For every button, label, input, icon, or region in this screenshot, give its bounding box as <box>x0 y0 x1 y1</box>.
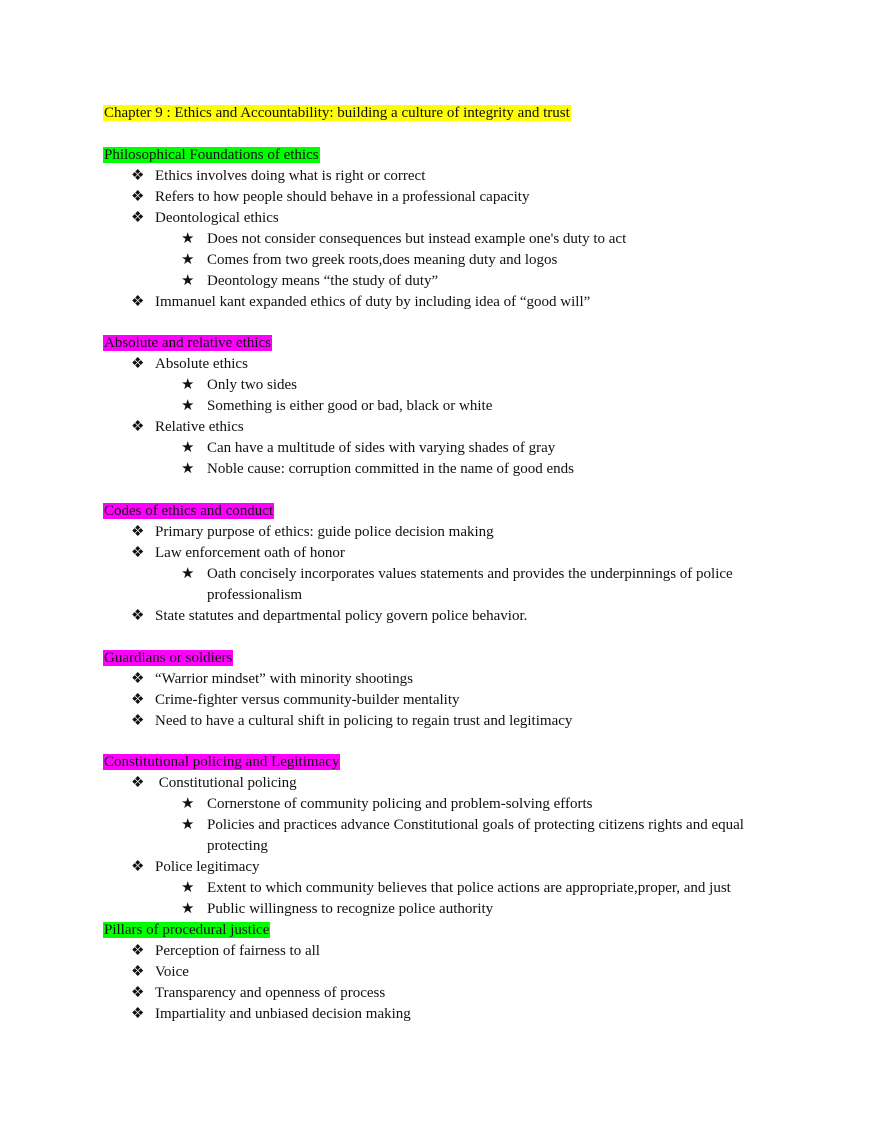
list-item-text: Crime-fighter versus community-builder mentality <box>155 692 460 708</box>
list-item-text: Police legitimacy <box>155 859 260 875</box>
sub-list-item-text: Cornerstone of community policing and problem-solving efforts <box>207 796 593 812</box>
list-item <box>131 354 248 375</box>
list-item-text: Relative ethics <box>155 419 244 435</box>
list-item <box>131 690 460 711</box>
sub-list-item-text: Comes from two greek roots,does meaning duty and logos <box>207 252 558 268</box>
star-bullet-icon: ★ <box>181 440 195 456</box>
list-item <box>131 187 529 208</box>
list-item-text: Refers to how people should behave in a professional capacity <box>155 189 530 205</box>
diamond-bullet-icon: ❖ <box>131 1006 145 1022</box>
star-bullet-icon: ★ <box>181 252 195 268</box>
sub-list-item-text: Public willingness to recognize police authority <box>207 901 494 917</box>
sub-list-item-text: Only two sides <box>207 377 297 393</box>
sub-list-item-text: Does not consider consequences but instead example one's duty to act <box>207 231 627 247</box>
sub-list-item-text: Policies and practices advance Constitutional goals of protecting citizens rights and equal <box>207 817 744 833</box>
sub-list-item <box>181 459 574 480</box>
diamond-bullet-icon: ❖ <box>131 943 145 959</box>
star-bullet-icon: ★ <box>181 817 195 833</box>
list-item <box>131 1004 411 1025</box>
diamond-bullet-icon: ❖ <box>131 859 145 875</box>
list-item <box>131 166 425 187</box>
list-item-text: Need to have a cultural shift in policing to regain trust and legitimacy <box>155 713 573 729</box>
diamond-bullet-icon: ❖ <box>131 671 145 687</box>
section-heading-procedural-justice <box>103 920 270 941</box>
star-bullet-icon: ★ <box>181 273 195 289</box>
chapter-title-text: Chapter 9 : Ethics and Accountability: building a culture of integrity and trust <box>104 105 570 121</box>
list-item <box>131 522 494 543</box>
diamond-bullet-icon: ❖ <box>131 419 145 435</box>
diamond-bullet-icon: ❖ <box>131 985 145 1001</box>
section-heading-absolute-relative <box>103 333 272 354</box>
list-item <box>131 543 345 564</box>
list-item-text: Constitutional policing <box>155 775 297 791</box>
list-item-text: Deontological ethics <box>155 210 279 226</box>
section-heading-philosophical-foundations <box>103 145 320 166</box>
sub-list-item <box>181 794 593 815</box>
list-item-text: “Warrior mindset” with minority shootings <box>155 671 413 687</box>
diamond-bullet-icon: ❖ <box>131 524 145 540</box>
star-bullet-icon: ★ <box>181 566 195 582</box>
star-bullet-icon: ★ <box>181 880 195 896</box>
list-item-text: Immanuel kant expanded ethics of duty by including idea of “good will” <box>155 294 591 310</box>
section-heading-text: Philosophical Foundations of ethics <box>104 147 319 163</box>
star-bullet-icon: ★ <box>181 796 195 812</box>
list-item <box>131 711 572 732</box>
chapter-title <box>103 103 571 124</box>
diamond-bullet-icon: ❖ <box>131 775 145 791</box>
sub-list-item <box>181 396 492 417</box>
list-item <box>131 857 260 878</box>
list-item <box>131 292 590 313</box>
list-item <box>131 983 385 1004</box>
list-item-text: Perception of fairness to all <box>155 943 320 959</box>
sub-list-item-text: Extent to which community believes that police actions are appropriate,proper, and just <box>207 880 731 896</box>
diamond-bullet-icon: ❖ <box>131 964 145 980</box>
sub-list-item-text: Can have a multitude of sides with varying shades of gray <box>207 440 556 456</box>
star-bullet-icon: ★ <box>181 901 195 917</box>
list-item <box>131 773 297 794</box>
section-heading-text: Constitutional policing and Legitimacy <box>104 754 340 770</box>
diamond-bullet-icon: ❖ <box>131 294 145 310</box>
section-heading-text: Guardians or soldiers <box>104 650 233 666</box>
list-item-text: Impartiality and unbiased decision making <box>155 1006 411 1022</box>
section-heading-guardians-soldiers <box>103 648 233 669</box>
list-item-text: Ethics involves doing what is right or correct <box>155 168 426 184</box>
sub-list-item-continuation: professionalism <box>207 587 302 603</box>
sub-list-item <box>181 271 438 292</box>
sub-list-item <box>181 878 731 899</box>
sub-list-item-continuation: protecting <box>207 838 268 854</box>
diamond-bullet-icon: ❖ <box>131 692 145 708</box>
sub-list-item <box>181 564 733 585</box>
list-item-text: Transparency and openness of process <box>155 985 386 1001</box>
diamond-bullet-icon: ❖ <box>131 168 145 184</box>
section-heading-text: Codes of ethics and conduct <box>104 503 274 519</box>
sub-list-item <box>181 899 493 920</box>
list-item-text: State statutes and departmental policy govern police behavior. <box>155 608 528 624</box>
sub-list-item-text: Noble cause: corruption committed in the name of good ends <box>207 461 574 477</box>
sub-list-item <box>181 438 555 459</box>
list-item <box>131 941 320 962</box>
diamond-bullet-icon: ❖ <box>131 356 145 372</box>
sub-list-item <box>181 375 297 396</box>
section-heading-codes-of-ethics <box>103 501 274 522</box>
sub-list-item-text: Something is either good or bad, black or white <box>207 398 493 414</box>
list-item <box>131 962 189 983</box>
star-bullet-icon: ★ <box>181 398 195 414</box>
diamond-bullet-icon: ❖ <box>131 545 145 561</box>
star-bullet-icon: ★ <box>181 231 195 247</box>
star-bullet-icon: ★ <box>181 461 195 477</box>
star-bullet-icon: ★ <box>181 377 195 393</box>
list-item-text: Voice <box>155 964 189 980</box>
sub-list-item-text: Oath concisely incorporates values statements and provides the underpinnings of police <box>207 566 733 582</box>
sub-list-item <box>181 229 626 250</box>
list-item <box>131 669 413 690</box>
diamond-bullet-icon: ❖ <box>131 210 145 226</box>
section-heading-constitutional-policing <box>103 752 340 773</box>
diamond-bullet-icon: ❖ <box>131 713 145 729</box>
section-heading-text: Absolute and relative ethics <box>104 335 272 351</box>
diamond-bullet-icon: ❖ <box>131 189 145 205</box>
list-item-text: Law enforcement oath of honor <box>155 545 345 561</box>
list-item <box>131 606 527 627</box>
section-heading-text: Pillars of procedural justice <box>104 922 270 938</box>
list-item <box>131 417 244 438</box>
sub-list-item-text: Deontology means “the study of duty” <box>207 273 439 289</box>
sub-list-item <box>181 250 557 271</box>
diamond-bullet-icon: ❖ <box>131 608 145 624</box>
list-item <box>131 208 279 229</box>
sub-list-item <box>181 815 744 836</box>
list-item-text: Primary purpose of ethics: guide police decision making <box>155 524 494 540</box>
list-item-text: Absolute ethics <box>155 356 248 372</box>
